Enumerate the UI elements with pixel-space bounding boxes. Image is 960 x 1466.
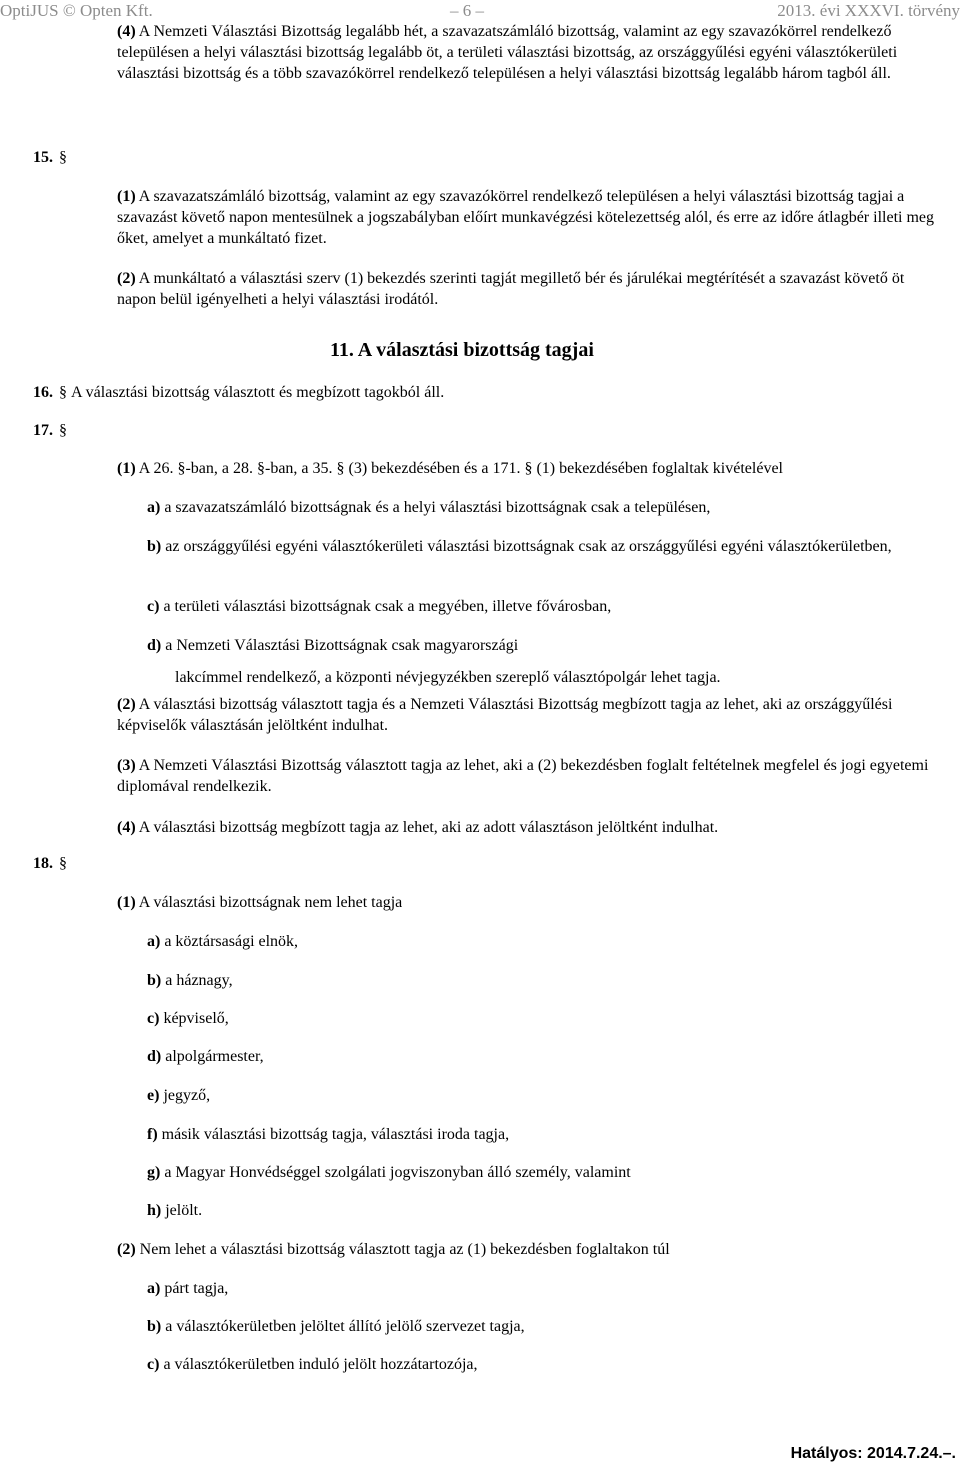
section-16 — [33, 382, 942, 403]
section-sign: § — [524, 460, 533, 477]
list-item-label: a) — [147, 499, 161, 516]
paragraph-number: (2) — [117, 696, 136, 713]
section-18-paragraph-2 — [117, 1239, 942, 1260]
list-item — [147, 1278, 942, 1299]
list-closing-text: lakcímmel rendelkező, a központi névjegyzékben szereplő választópolgár lehet tagja. — [175, 669, 721, 686]
list-item-label: b) — [147, 538, 162, 555]
section-text: A választási bizottság választott és megbízott tagokból áll. — [71, 384, 445, 401]
list-item — [147, 1316, 942, 1337]
section-14-paragraph-4 — [117, 21, 942, 84]
list-item-label: c) — [147, 1356, 160, 1373]
list-item-text: jegyző, — [163, 1087, 211, 1104]
list-item — [147, 497, 942, 518]
list-item-text: a háznagy, — [165, 972, 233, 989]
list-item — [147, 1046, 942, 1067]
list-item-text: a Magyar Honvédséggel szolgálati jogviszonyban álló személy, valamint — [164, 1164, 631, 1181]
reference-text: -ban, a 35. — [264, 460, 333, 477]
section-17-heading — [33, 420, 67, 441]
list-item — [147, 596, 942, 617]
reference-text: A 26. — [138, 460, 174, 477]
paragraph-text: A választási bizottság választott tagja és a Nemzeti Választási Bizottság megbízott tagja az lehet, aki az országgyűlési képviselők választásán jelöltként indulhat. — [117, 696, 893, 734]
section-number: 17. — [33, 422, 53, 439]
list-item-text: a választókerületben induló jelölt hozzátartozója, — [163, 1356, 478, 1373]
section-number: 15. — [33, 149, 53, 166]
section-sign: § — [59, 855, 67, 872]
header-page-number: – 6 – — [450, 1, 484, 20]
list-item — [147, 1124, 942, 1145]
section-sign: § — [177, 460, 186, 477]
list-item-label: b) — [147, 972, 162, 989]
section-sign: § — [256, 460, 265, 477]
list-item-label: e) — [147, 1087, 160, 1104]
list-item-label: b) — [147, 1318, 162, 1335]
section-18-heading — [33, 853, 67, 874]
section-17-paragraph-3 — [117, 755, 942, 797]
list-item-text: a szavazatszámláló bizottságnak és a helyi választási bizottságnak csak a településen, — [164, 499, 711, 516]
list-item-label: f) — [147, 1126, 158, 1143]
list-item-text: jelölt. — [165, 1202, 203, 1219]
list-item-label: d) — [147, 1048, 162, 1065]
section-17-paragraph-4 — [117, 817, 942, 838]
section-sign: § — [59, 422, 67, 439]
header-right: 2013. évi XXXVI. törvény — [777, 1, 960, 20]
list-item — [147, 635, 942, 656]
list-item-label: c) — [147, 1010, 160, 1027]
paragraph-text: A Nemzeti Választási Bizottság legalább hét, a szavazatszámláló bizottság, valamint az egy szavazókörrel rendelkező településen a helyi választási bizottság legalább öt, a területi választási bizottság, az országgyűlési egyéni választókerületi választási bizottság és a több szavazókörrel rendelkező településen a helyi választási bizottság legalább három tagból áll. — [117, 23, 898, 82]
reference-text: -ban, a 28. — [185, 460, 253, 477]
list-item-label: a) — [147, 1280, 161, 1297]
paragraph-text: A választási bizottság megbízott tagja az lehet, aki az adott választáson jelöltként indulhat. — [138, 819, 719, 836]
paragraph-number: (1) — [117, 460, 136, 477]
list-item — [147, 1354, 942, 1375]
header-left: OptiJUS © Opten Kft. — [0, 1, 153, 20]
paragraph-text: A munkáltató a választási szerv (1) bekezdés szerinti tagját megillető bér és járulékai megtérítését a szavazást követő öt napon belül igényelheti a helyi választási irodától. — [117, 270, 905, 308]
section-sign: § — [59, 384, 67, 401]
paragraph-number: (2) — [117, 1241, 136, 1258]
paragraph-number: (1) — [117, 188, 136, 205]
list-item-label: c) — [147, 598, 160, 615]
section-sign: § — [336, 460, 345, 477]
list-item — [147, 1008, 942, 1029]
list-item-text: alpolgármester, — [165, 1048, 264, 1065]
section-18-paragraph-1 — [117, 892, 942, 913]
section-15-paragraph-2 — [117, 268, 942, 310]
paragraph-number: (2) — [117, 270, 136, 287]
list-item — [147, 931, 942, 952]
section-15-heading — [33, 147, 67, 168]
list-item-text: a köztársasági elnök, — [164, 933, 299, 950]
list-item — [147, 1162, 942, 1183]
paragraph-number: (1) — [117, 894, 136, 911]
section-number: 16. — [33, 384, 53, 401]
paragraph-number: (4) — [117, 23, 136, 40]
list-item-label: a) — [147, 933, 161, 950]
list-item-label: g) — [147, 1164, 161, 1181]
reference-text: (1) bekezdésében foglaltak kivételével — [536, 460, 783, 477]
reference-text: (3) bekezdésében és a 171. — [348, 460, 521, 477]
list-item-text: képviselő, — [163, 1010, 229, 1027]
list-item — [147, 1085, 942, 1106]
list-item-text: párt tagja, — [164, 1280, 229, 1297]
list-item-label: d) — [147, 637, 162, 654]
section-sign: § — [59, 149, 67, 166]
list-item-text: az országgyűlési egyéni választókerületi választási bizottságnak csak az országgyűlési egyéni választókerületben, — [165, 538, 892, 555]
paragraph-number: (3) — [117, 757, 136, 774]
list-item-text: a Nemzeti Választási Bizottságnak csak magyarországi — [165, 637, 519, 654]
section-number: 18. — [33, 855, 53, 872]
footer-effective-date: Hatályos: 2014.7.24.–. — [790, 1445, 956, 1462]
section-17-paragraph-2 — [117, 694, 942, 736]
section-17-paragraph-1 — [117, 458, 942, 479]
list-item-text: a területi választási bizottságnak csak a megyében, illetve fővárosban, — [163, 598, 612, 615]
paragraph-text: A Nemzeti Választási Bizottság választott tagja az lehet, aki a (2) bekezdésben foglalt feltételnek megfelel és jogi egyetemi diplomával rendelkezik. — [117, 757, 929, 795]
list-item-text: a választókerületben jelöltet állító jelölő szervezet tagja, — [165, 1318, 525, 1335]
section-15-paragraph-1 — [117, 186, 942, 249]
paragraph-text: A szavazatszámláló bizottság, valamint az egy szavazókörrel rendelkező településen a helyi választási bizottság tagjai a szavazást követő napon mentesülnek a jogszabályban előírt munkavégzési kötelezettség alól, és erre az időre átlagbér illeti meg őket, amelyet a munkáltató fizet. — [117, 188, 935, 247]
paragraph-number: (4) — [117, 819, 136, 836]
chapter-title: 11. A választási bizottság tagjai — [330, 339, 594, 361]
list-item — [147, 970, 942, 991]
list-item-label: h) — [147, 1202, 162, 1219]
list-item — [147, 536, 942, 557]
paragraph-text: Nem lehet a választási bizottság választott tagja az (1) bekezdésben foglaltakon túl — [139, 1241, 670, 1258]
list-item-text: másik választási bizottság tagja, választási iroda tagja, — [161, 1126, 510, 1143]
list-item — [147, 1200, 942, 1221]
paragraph-text: A választási bizottságnak nem lehet tagja — [138, 894, 403, 911]
